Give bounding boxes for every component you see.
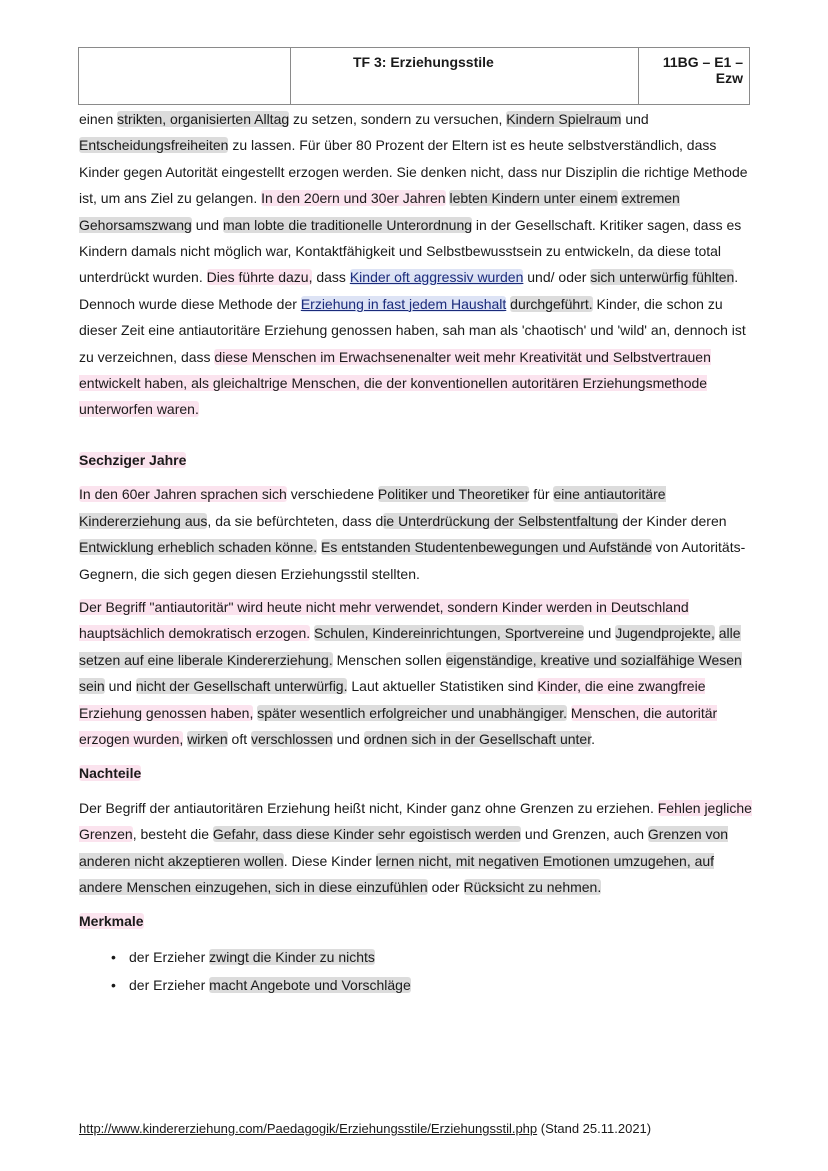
header-empty-cell: [79, 48, 291, 105]
highlight: Kinder, die eine zwangfreie Erziehung genossen haben,: [79, 678, 706, 721]
highlight: man lobte die traditionelle Unterordnung: [222, 216, 473, 233]
header-course-code: 11BG – E1 – Ezw: [639, 48, 750, 105]
highlight: eigenständige, kreative und sozialfähige Wesen sein: [79, 651, 742, 695]
bullet-icon: •: [111, 948, 116, 965]
highlight: sich unterwürfig fühlten: [590, 269, 735, 286]
highlight: wirken: [187, 730, 228, 747]
paragraph-intro: einen strikten, organisierten Alltag zu setzen, sondern zu versuchen, Kindern Spielraum und Entscheidungsfreiheiten zu lassen. Für über 80 Prozent der Eltern ist es heute selbstverständlich, dass Kinder gegen Autorität eingestellt erzogen werden. Sie denken nicht, dass nur Disziplin die richtige Methode ist, um ans Ziel zu gelangen. In den 20ern und 30er Jahren lebten Kindern unter einem extremen Gehorsamszwang und man lobte die traditionelle Unterordnung in der Gesellschaft. Kritiker sagen, dass es Kindern damals nicht möglich war, Kontaktfähigkeit und Selbstbewusstsein zu entwickeln, da diese total unterdrückt wurden. Dies führte dazu, dass Kinder oft aggressiv wurden und/ oder sich unterwürfig fühlten. Dennoch wurde diese Methode der Erziehung in fast jedem Haushalt durchgeführt. Kinder, die schon zu dieser Zeit eine antiautoritäre Erziehung genossen haben, sah man als 'chaotisch' und 'wild' an, dennoch ist zu verzeichnen, dass diese Menschen im Erwachsenenalter weit mehr Kreativität und Selbstvertrauen entwickelt haben, als gleichaltrige Menschen, die der konventionellen autoritären Erziehungsmethode unterworfen waren.: [79, 111, 748, 418]
document-body: [79, 106, 759, 999]
highlight: eine antiautoritäre Kindererziehung aus: [79, 486, 666, 529]
highlight: Menschen, die autoritär erzogen wurden,: [79, 704, 718, 747]
list-item: • der Erzieher zwingt die Kinder zu nichts: [111, 943, 759, 971]
highlight: In den 60er Jahren sprachen sich: [79, 486, 287, 503]
highlight: Erziehung in fast jedem Haushalt: [300, 295, 507, 312]
highlight: nicht der Gesellschaft unterwürfig.: [135, 678, 348, 695]
source-footer: [79, 1121, 651, 1136]
section-heading-sechziger: Sechziger Jahre: [79, 451, 187, 468]
merkmale-list: [79, 943, 759, 999]
highlight: strikten, organisierten Alltag: [117, 111, 290, 127]
highlight: durchgeführt.: [510, 295, 593, 312]
paragraph-nachteile: Der Begriff der antiautoritären Erziehung heißt nicht, Kinder ganz ohne Grenzen zu erziehen. Fehlen jegliche Grenzen, besteht die Gefahr, dass diese Kinder sehr egoistisch werden und Grenzen, auch Grenzen von anderen nicht akzeptieren wollen. Diese Kinder lernen nicht, mit negativen Emotionen umzugehen, auf andere Menschen einzugehen, sich in diese einzufühlen oder Rücksicht zu nehmen.: [79, 799, 752, 895]
highlight: Grenzen von anderen nicht akzeptieren wollen: [79, 826, 729, 869]
paragraph-sechziger: In den 60er Jahren sprachen sich verschiedene Politiker und Theoretiker für eine antiautoritäre Kindererziehung aus, da sie befürchteten, dass die Unterdrückung der Selbstentfaltung der Kinder deren Entwicklung erheblich schaden könne. Es entstanden Studentenbewegungen und Aufstände von Autoritäts-Gegnern, die sich gegen diesen Erziehungsstil stellten.: [79, 486, 746, 582]
source-link[interactable]: http://www.kindererziehung.com/Paedagogik/Erziehungsstile/Erziehungsstil.php: [79, 1121, 538, 1136]
highlight: Fehlen jegliche Grenzen: [79, 799, 752, 843]
header-table: [78, 47, 750, 105]
highlight: Entwicklung erheblich schaden könne.: [79, 539, 318, 556]
highlight: ordnen sich in der Gesellschaft unter: [363, 730, 592, 747]
highlight: Entscheidungsfreiheiten: [79, 137, 229, 154]
highlight: später wesentlich erfolgreicher und unabhängiger.: [257, 704, 568, 721]
highlight: Gefahr, dass diese Kinder sehr egoistisch werden: [212, 826, 522, 843]
highlight: extremen Gehorsamszwang: [79, 190, 680, 233]
highlight: macht Angebote und Vorschläge: [209, 976, 411, 993]
highlight: Dies führte dazu,: [206, 269, 313, 286]
highlight: Jugendprojekte,: [615, 625, 715, 642]
highlight: Schulen, Kindereinrichtungen, Sportvereine: [314, 625, 585, 642]
highlight: zwingt die Kinder zu nichts: [209, 948, 375, 965]
highlight: lernen nicht, mit negativen Emotionen umzugehen, auf andere Menschen einzugehen, sich in diese einzufühlen: [79, 852, 715, 895]
highlight: Politiker und Theoretiker: [377, 486, 530, 503]
highlight: ie Unterdrückung der Selbstentfaltung: [383, 512, 619, 529]
list-item: • der Erzieher macht Angebote und Vorschläge: [111, 971, 759, 999]
highlight: alle setzen auf eine liberale Kindererziehung.: [79, 625, 741, 668]
highlight: diese Menschen im Erwachsenenalter weit mehr Kreativität und Selbstvertrauen entwickelt haben, als gleichaltrige Menschen, die der konventionellen autoritären Erziehungsmethode unterworfen waren.: [79, 348, 711, 418]
highlight: Der Begriff "antiautoritär" wird heute nicht mehr verwendet, sondern Kinder werden in Deutschland hauptsächlich demokratisch erzogen.: [79, 598, 689, 642]
paragraph-heute: Der Begriff "antiautoritär" wird heute nicht mehr verwendet, sondern Kinder werden in Deutschland hauptsächlich demokratisch erzogen. Schulen, Kindereinrichtungen, Sportvereine und Jugendprojekte, alle setzen auf eine liberale Kindererziehung. Menschen sollen eigenständige, kreative und sozialfähige Wesen sein und nicht der Gesellschaft unterwürfig. Laut aktueller Statistiken sind Kinder, die eine zwangfreie Erziehung genossen haben, später wesentlich erfolgreicher und unabhängiger. Menschen, die autoritär erzogen wurden, wirken oft verschlossen und ordnen sich in der Gesellschaft unter.: [79, 598, 742, 747]
section-heading-nachteile: Nachteile: [79, 765, 142, 782]
highlight: lebten Kindern unter einem: [449, 190, 618, 207]
highlight: Es entstanden Studentenbewegungen und Aufstände: [321, 539, 652, 556]
source-date: (Stand 25.11.2021): [537, 1121, 652, 1136]
highlight: verschlossen: [251, 730, 333, 747]
section-heading-merkmale: Merkmale: [79, 913, 144, 930]
header-title: TF 3: Erziehungsstile: [291, 48, 639, 105]
bullet-icon: •: [111, 976, 116, 993]
highlight: In den 20ern und 30er Jahren: [261, 190, 446, 207]
highlight: Kindern Spielraum: [506, 111, 622, 127]
highlight: Kinder oft aggressiv wurden: [349, 269, 524, 286]
highlight: Rücksicht zu nehmen.: [463, 878, 602, 895]
